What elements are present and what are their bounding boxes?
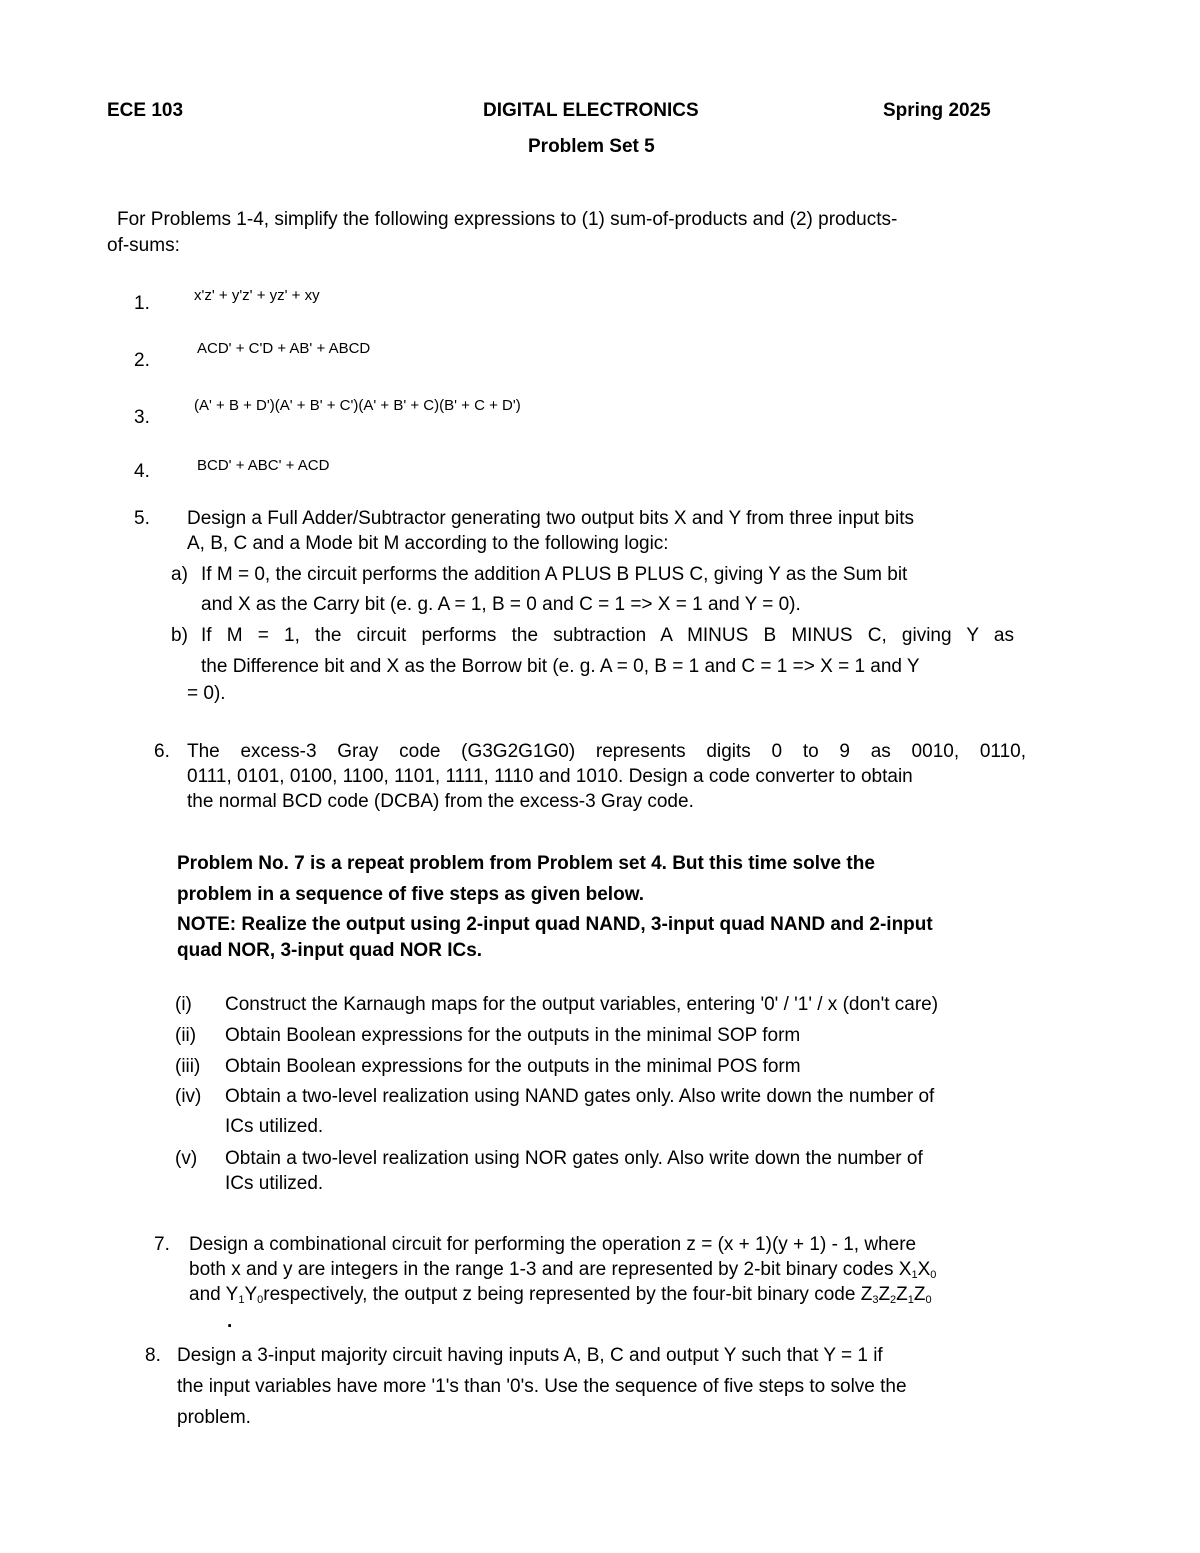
note-line-3: NOTE: Realize the output using 2-input quad NAND, 3-input quad NAND and 2-input — [177, 914, 933, 935]
problem7-line-3-b: respectively, the output z being represented by the four-bit binary code Z — [263, 1284, 873, 1305]
problem7-line-1: Design a combinational circuit for performing the operation z = (x + 1)(y + 1) - 1, where — [189, 1234, 917, 1255]
var-z: Z — [878, 1284, 891, 1305]
problem5-a-label: a) — [171, 564, 188, 585]
subscript-0: 0 — [257, 1294, 264, 1306]
problem8-line-1: Design a 3-input majority circuit having inputs A, B, C and output Y such that Y = 1 if — [177, 1345, 883, 1366]
course-code: ECE 103 — [107, 100, 184, 121]
var-z: Z — [896, 1284, 908, 1305]
step-iv-text-2: ICs utilized. — [225, 1116, 324, 1137]
subscript-1: 1 — [907, 1294, 914, 1306]
problem8-line-3: problem. — [177, 1407, 251, 1428]
subscript-2: 2 — [890, 1294, 897, 1306]
problem5-line-2: A, B, C and a Mode bit M according to the following logic: — [187, 533, 669, 554]
step-ii-label: (ii) — [175, 1025, 197, 1046]
subscript-1: 1 — [911, 1269, 918, 1281]
course-title: DIGITAL ELECTRONICS — [483, 100, 699, 121]
problem7-line-3 — [189, 1281, 932, 1309]
intro-line-1: For Problems 1-4, simplify the following expressions to (1) sum-of-products and (2) products- — [117, 209, 898, 230]
problem-number-6: 6. — [154, 741, 170, 762]
expression-4: BCD' + ABC' + ACD — [197, 457, 330, 474]
step-ii-text: Obtain Boolean expressions for the outputs in the minimal SOP form — [225, 1025, 801, 1046]
problem8-line-2: the input variables have more '1's than '0's. Use the sequence of five steps to solve the — [177, 1376, 907, 1397]
problem-number-4: 4. — [134, 461, 150, 482]
subscript-3: 3 — [872, 1294, 879, 1306]
note-line-1: Problem No. 7 is a repeat problem from Problem set 4. But this time solve the — [177, 853, 875, 874]
problem7-trailing-dot: . — [227, 1311, 233, 1332]
problem-number-5: 5. — [134, 508, 150, 529]
problem-number-2: 2. — [134, 350, 150, 371]
problem5-b-line-3: = 0). — [187, 683, 226, 704]
step-iv-text-1: Obtain a two-level realization using NAND gates only. Also write down the number of — [225, 1086, 935, 1107]
expression-2: ACD' + C'D + AB' + ABCD — [197, 340, 371, 357]
problem-set-title: Problem Set 5 — [528, 136, 655, 157]
problem7-line-2 — [189, 1256, 936, 1284]
subscript-1: 1 — [238, 1294, 245, 1306]
expression-1: x'z' + y'z' + yz' + xy — [194, 287, 320, 304]
problem5-line-1: Design a Full Adder/Subtractor generating two output bits X and Y from three input bits — [187, 508, 915, 529]
problem-number-7: 7. — [154, 1234, 170, 1255]
problem5-a-line-2: and X as the Carry bit (e. g. A = 1, B = 0 and C = 1 => X = 1 and Y = 0). — [201, 594, 801, 615]
note-line-2: problem in a sequence of five steps as given below. — [177, 884, 645, 905]
problem6-line-2: 0111, 0101, 0100, 1100, 1101, 1111, 1110 and 1010. Design a code converter to obtain — [187, 766, 913, 787]
problem5-a-line-1: If M = 0, the circuit performs the addition A PLUS B PLUS C, giving Y as the Sum bit — [201, 564, 908, 585]
problem7-line-2-text: both x and y are integers in the range 1-3 and are represented by 2-bit binary codes X — [189, 1259, 912, 1280]
var-y: Y — [244, 1284, 258, 1305]
problem-number-3: 3. — [134, 407, 150, 428]
expression-3: (A' + B + D')(A' + B' + C')(A' + B' + C)(B' + C + D') — [194, 397, 521, 414]
problem6-line-1: The excess-3 Gray code (G3G2G1G0) represents digits 0 to 9 as 0010, 0110, — [187, 741, 1026, 762]
step-iii-label: (iii) — [175, 1056, 201, 1077]
step-iv-label: (iv) — [175, 1086, 202, 1107]
step-iii-text: Obtain Boolean expressions for the outputs in the minimal POS form — [225, 1056, 801, 1077]
problem6-line-3: the normal BCD code (DCBA) from the excess-3 Gray code. — [187, 791, 694, 812]
problem-number-1: 1. — [134, 293, 150, 314]
var-x: X — [917, 1259, 931, 1280]
step-v-label: (v) — [175, 1148, 198, 1169]
step-v-text-2: ICs utilized. — [225, 1173, 324, 1194]
intro-line-2: of-sums: — [107, 235, 180, 256]
problem5-b-line-1: If M = 1, the circuit performs the subtraction A MINUS B MINUS C, giving Y as — [201, 625, 1014, 646]
step-v-text-1: Obtain a two-level realization using NOR gates only. Also write down the number of — [225, 1148, 923, 1169]
subscript-0: 0 — [930, 1269, 937, 1281]
subscript-0: 0 — [925, 1294, 932, 1306]
problem5-b-label: b) — [171, 625, 188, 646]
note-line-4: quad NOR, 3-input quad NOR ICs. — [177, 940, 483, 961]
problem-number-8: 8. — [145, 1345, 161, 1366]
problem5-b-line-2: the Difference bit and X as the Borrow bit (e. g. A = 0, B = 1 and C = 1 => X = 1 and Y — [201, 656, 920, 677]
step-i-label: (i) — [175, 994, 192, 1015]
problem7-line-3-a: and Y — [189, 1284, 239, 1305]
step-i-text: Construct the Karnaugh maps for the output variables, entering '0' / '1' / x (don't care) — [225, 994, 939, 1015]
term: Spring 2025 — [883, 100, 991, 121]
var-z: Z — [913, 1284, 926, 1305]
